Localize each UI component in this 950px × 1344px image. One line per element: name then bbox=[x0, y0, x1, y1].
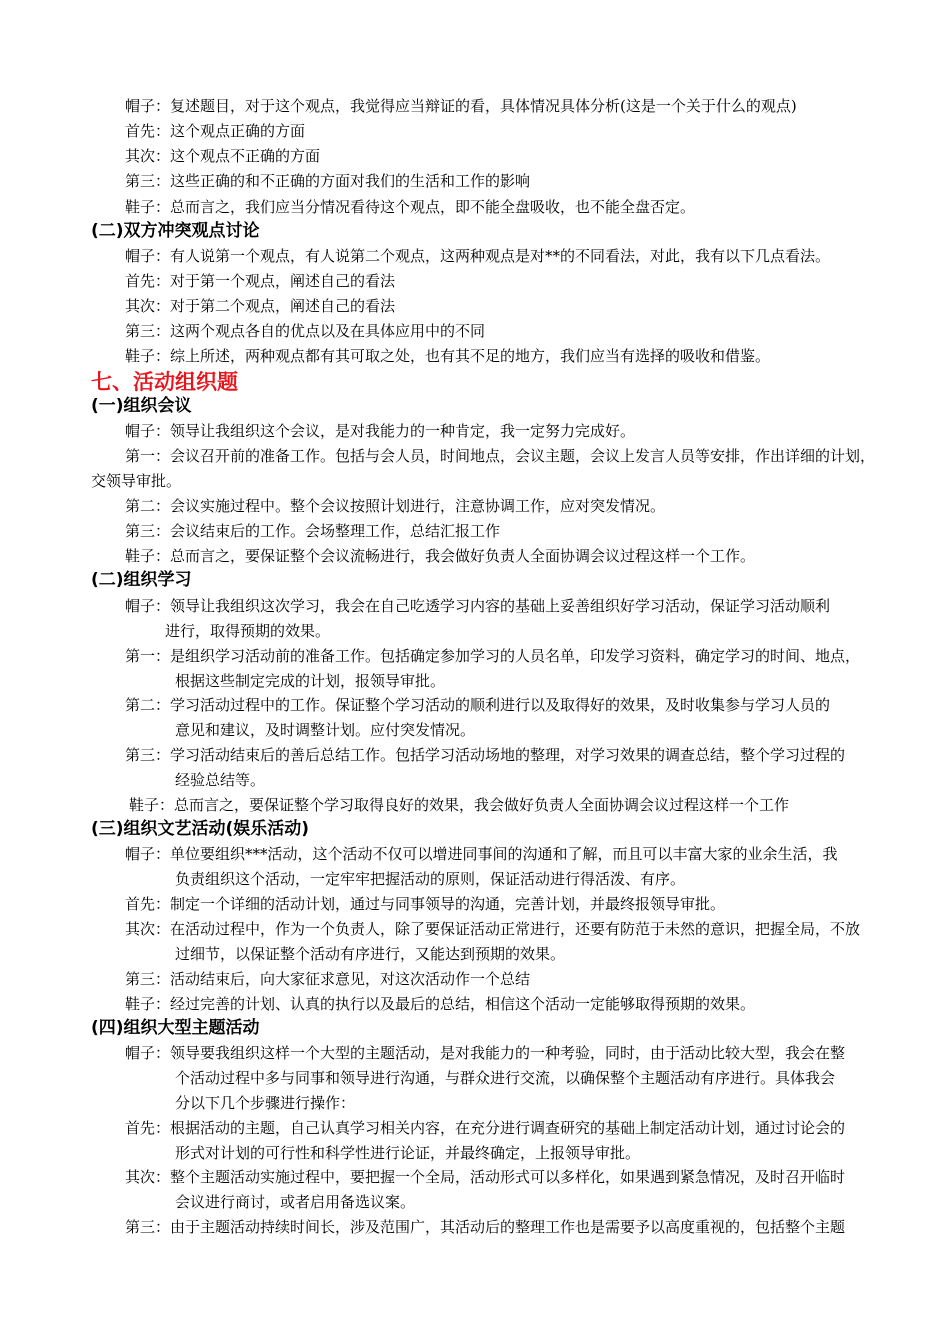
c2-hat-cont: 进行，取得预期的效果。 bbox=[165, 622, 331, 640]
s2-second: 其次：对于第二个观点，阐述自己的看法 bbox=[125, 297, 396, 315]
c2-hat: 帽子：领导让我组织这次学习，我会在自己吃透学习内容的基础上妥善组织好学习活动，保证学习活动顺利 bbox=[125, 597, 831, 615]
c1-hat: 帽子：领导让我组织这个会议，是对我能力的一种肯定，我一定努力完成好。 bbox=[125, 422, 636, 440]
c1-shoe: 鞋子：总而言之，要保证整个会议流畅进行，我会做好负责人全面协调会议过程这样一个工作。 bbox=[125, 547, 756, 565]
section-heading-theme-event: (四)组织大型主题活动 bbox=[91, 1018, 260, 1038]
c4-third: 第三：由于主题活动持续时间长，涉及范围广，其活动后的整理工作也是需要予以高度重视的，包括整个主题 bbox=[125, 1218, 846, 1236]
s1-hat: 帽子：复述题目，对于这个观点，我觉得应当辩证的看，具体情况具体分析(这是一个关于什么的观点) bbox=[125, 97, 797, 115]
s2-third: 第三：这两个观点各自的优点以及在具体应用中的不同 bbox=[125, 322, 486, 340]
c2-third-cont: 经验总结等。 bbox=[175, 771, 266, 789]
c2-first-cont: 根据这些制定完成的计划，报领导审批。 bbox=[175, 672, 446, 690]
c4-first: 首先：根据活动的主题，自己认真学习相关内容，在充分进行调查研究的基础上制定活动计划，通过讨论会的 bbox=[125, 1119, 846, 1137]
c4-first-cont: 形式对计划的可行性和科学性进行论证，并最终确定，上报领导审批。 bbox=[175, 1144, 641, 1162]
c4-second-cont: 会议进行商讨，或者启用备选议案。 bbox=[175, 1193, 416, 1211]
c2-first: 第一：是组织学习活动前的准备工作。包括确定参加学习的人员名单，印发学习资料，确定学习的时间、地点， bbox=[125, 647, 861, 665]
c1-second: 第二：会议实施过程中。整个会议按照计划进行，注意协调工作，应对突发情况。 bbox=[125, 497, 666, 515]
s1-third: 第三：这些正确的和不正确的方面对我们的生活和工作的影响 bbox=[125, 172, 531, 190]
c1-third: 第三：会议结束后的工作。会场整理工作，总结汇报工作 bbox=[125, 522, 501, 540]
c3-hat: 帽子：单位要组织***活动，这个活动不仅可以增进同事间的沟通和了解，而且可以丰富大家的业余生活，我 bbox=[125, 845, 838, 863]
c3-second: 其次：在活动过程中，作为一个负责人，除了要保证活动正常进行，还要有防范于未然的意识，把握全局，不放 bbox=[125, 920, 861, 938]
c2-second-cont: 意见和建议，及时调整计划。应付突发情况。 bbox=[175, 721, 476, 739]
section-heading-study: (二)组织学习 bbox=[91, 570, 192, 590]
c2-shoe: 鞋子：总而言之，要保证整个学习取得良好的效果，我会做好负责人全面协调会议过程这样一个工作 bbox=[129, 796, 790, 814]
c1-first: 第一：会议召开前的准备工作。包括与会人员，时间地点，会议主题，会议上发言人员等安排，作出详细的计划， bbox=[125, 447, 876, 465]
c4-second: 其次：整个主题活动实施过程中，要把握一个全局，活动形式可以多样化，如果遇到紧急情况，及时召开临时 bbox=[125, 1168, 846, 1186]
section-heading-entertainment: (三)组织文艺活动(娱乐活动) bbox=[91, 819, 310, 839]
s1-second: 其次：这个观点不正确的方面 bbox=[125, 147, 321, 165]
s2-shoe: 鞋子：综上所述，两种观点都有其可取之处，也有其不足的地方，我们应当有选择的吸收和借鉴。 bbox=[125, 347, 771, 365]
chapter-heading: 七、活动组织题 bbox=[91, 370, 238, 394]
s1-shoe: 鞋子：总而言之，我们应当分情况看待这个观点，即不能全盘吸收，也不能全盘否定。 bbox=[125, 198, 696, 216]
c2-second: 第二：学习活动过程中的工作。保证整个学习活动的顺利进行以及取得好的效果，及时收集参与学习人员的 bbox=[125, 696, 831, 714]
s2-hat: 帽子：有人说第一个观点，有人说第二个观点，这两种观点是对**的不同看法，对此，我有以下几点看法。 bbox=[125, 247, 831, 265]
c4-hat-cont-2: 分以下几个步骤进行操作： bbox=[175, 1094, 356, 1112]
section-heading-meeting: (一)组织会议 bbox=[91, 396, 192, 416]
section-heading-conflict: (二)双方冲突观点讨论 bbox=[91, 221, 260, 241]
s1-first: 首先：这个观点正确的方面 bbox=[125, 122, 306, 140]
c1-first-cont: 交领导审批。 bbox=[91, 472, 182, 490]
c2-third: 第三：学习活动结束后的善后总结工作。包括学习活动场地的整理，对学习效果的调查总结，整个学习过程的 bbox=[125, 746, 846, 764]
c3-third: 第三：活动结束后，向大家征求意见，对这次活动作一个总结 bbox=[125, 970, 531, 988]
c3-second-cont: 过细节，以保证整个活动有序进行，又能达到预期的效果。 bbox=[175, 945, 566, 963]
s2-first: 首先：对于第一个观点，阐述自己的看法 bbox=[125, 272, 396, 290]
c4-hat: 帽子：领导要我组织这样一个大型的主题活动，是对我能力的一种考验，同时，由于活动比较大型，我会在整 bbox=[125, 1044, 846, 1062]
c3-hat-cont: 负责组织这个活动，一定牢牢把握活动的原则，保证活动进行得活泼、有序。 bbox=[175, 870, 686, 888]
c3-shoe: 鞋子：经过完善的计划、认真的执行以及最后的总结，相信这个活动一定能够取得预期的效果。 bbox=[125, 995, 756, 1013]
c4-hat-cont-1: 个活动过程中多与同事和领导进行沟通，与群众进行交流，以确保整个主题活动有序进行。具体我会 bbox=[175, 1069, 836, 1087]
c3-first: 首先：制定一个详细的活动计划，通过与同事领导的沟通，完善计划，并最终报领导审批。 bbox=[125, 895, 726, 913]
